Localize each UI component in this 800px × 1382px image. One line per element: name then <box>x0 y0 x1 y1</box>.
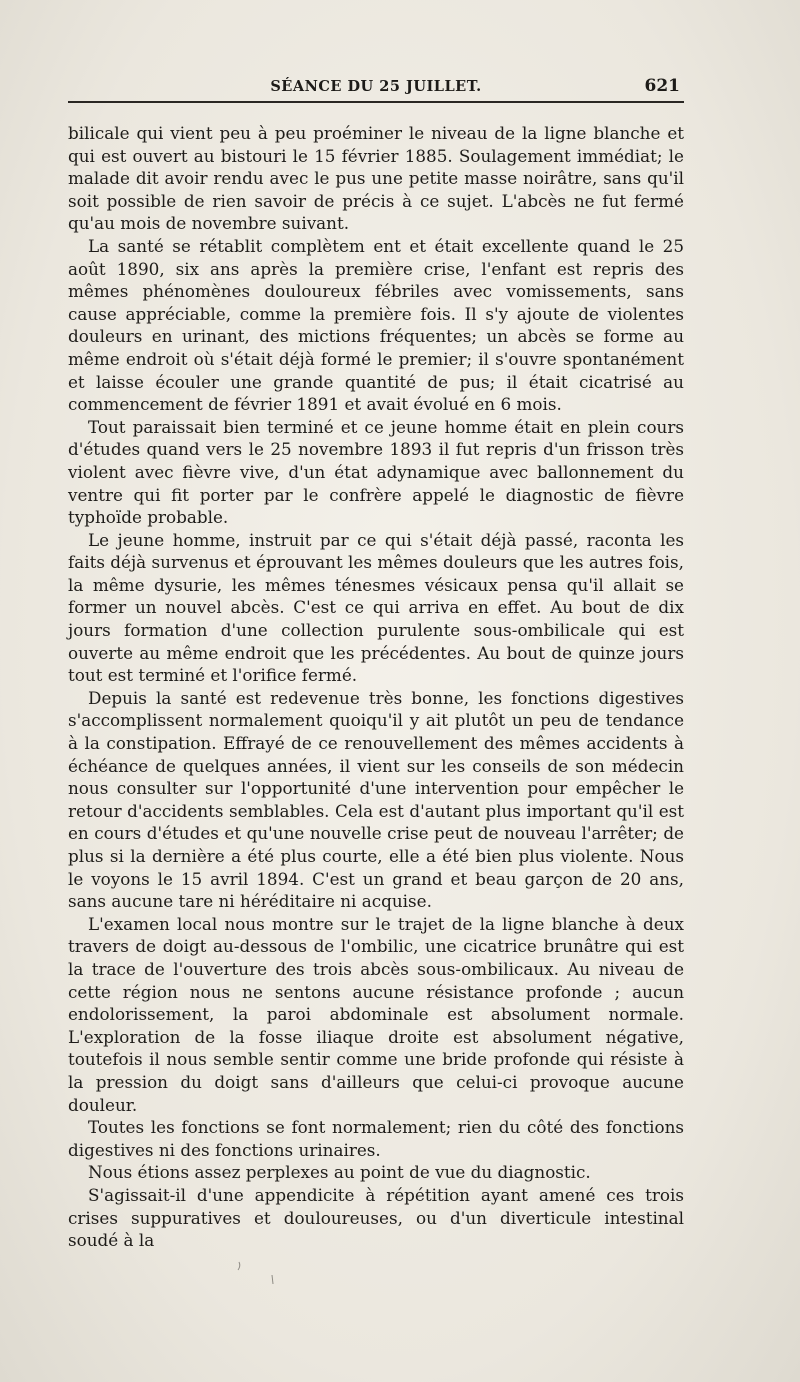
page-number: 621 <box>644 76 680 96</box>
paragraph-1: bilicale qui vient peu à peu proéminer le niveau de la ligne blanche et qui est ouvert au bistouri le 15 février 1885. Soulagement immédiat; le malade dit avoir rendu avec le pus une petite masse noirâtre, sans qu'il soit possible de rien savoir de précis à ce sujet. L'abcès ne fut fermé qu'au mois de novembre suivant. <box>68 123 684 234</box>
paragraph-4: Le jeune homme, instruit par ce qui s'était déjà passé, raconta les faits déjà survenus et éprouvant les mêmes douleurs que les autres fois, la même dysurie, les mêmes ténesmes vésicaux pensa qu'il allait se former un nouvel abcès. C'est ce qui arriva en effet. Au bout de dix jours formation d'une collection purulente sous-ombilicale qui est ouverte au même endroit que les précédentes. Au bout de quinze jours tout est terminé et l'orifice fermé. <box>68 529 684 686</box>
paragraph-2: La santé se rétablit complètem ent et était excellente quand le 25 août 1890, six ans après la première crise, l'enfant est repris des mêmes phénomènes douloureux fébriles avec vomissements, sans cause appréciable, comme la première fois. Il s'y ajoute de violentes douleurs en urinant, des mictions fréquentes; un abcès se forme au même endroit où s'était déjà formé le premier; il s'ouvre spontanément et laisse écouler une grande quantité de pus; il était cicatrisé au commencement de février 1891 et avait évolué en 6 mois. <box>68 235 684 415</box>
paragraph-3: Tout paraissait bien terminé et ce jeune homme était en plein cours d'études quand vers le 25 novembre 1893 il fut repris d'un frisson très violent avec fièvre vive, d'un état adynamique avec ballonnement du ventre qui fit porter par le confrère appelé le diagnostic de fièvre typhoïde probable. <box>68 416 684 528</box>
paragraph-7: Toutes les fonctions se font normalement; rien du côté des fonctions digestives ni des fonctions urinaires. <box>68 1117 684 1160</box>
paragraph-8: Nous étions assez perplexes au point de vue du diagnostic. <box>88 1162 591 1183</box>
stray-mark-2 <box>272 1275 273 1284</box>
header-rule <box>68 101 684 103</box>
stray-mark-1 <box>238 1262 240 1270</box>
running-title: SÉANCE DU 25 JUILLET. <box>270 78 482 95</box>
paragraph-6: L'examen local nous montre sur le trajet de la ligne blanche à deux travers de doigt au-dessous de l'ombilic, une cicatrice brunâtre qui est la trace de l'ouverture des trois abcès sous-ombilicaux. Au niveau de cette région nous ne sentons aucune résistance profonde ; aucun endolorissement, la paroi abdominale est absolument normale. L'exploration de la fosse iliaque droite est absolument négative, toutefois il nous semble sentir comme une bride profonde qui résiste à la pression du doigt sans d'ailleurs que celui-ci provoque aucune douleur. <box>68 913 684 1115</box>
body-text <box>68 122 684 1252</box>
paragraph-9: S'agissait-il d'une appendicite à répétition ayant amené ces trois crises suppuratives et douloureuses, ou d'un diverticule intestinal soudé à la <box>68 1184 684 1251</box>
paragraph-5: Depuis la santé est redevenue très bonne, les fonctions digestives s'accomplissent normalement quoiqu'il y ait plutôt un peu de tendance à la constipation. Effrayé de ce renouvellement des mêmes accidents à échéance de quelques années, il vient sur les conseils de son médecin nous consulter sur l'opportunité d'une intervention pour empêcher le retour d'accidents semblables. Cela est d'autant plus important qu'il est en cours d'études et qu'une nouvelle crise peut de nouveau l'arrêter; de plus si la dernière a été plus courte, elle a été bien plus violente. Nous le voyons le 15 avril 1894. C'est un grand et beau garçon de 20 ans, sans aucune tare ni héréditaire ni acquise. <box>68 687 684 912</box>
running-head <box>68 74 684 100</box>
